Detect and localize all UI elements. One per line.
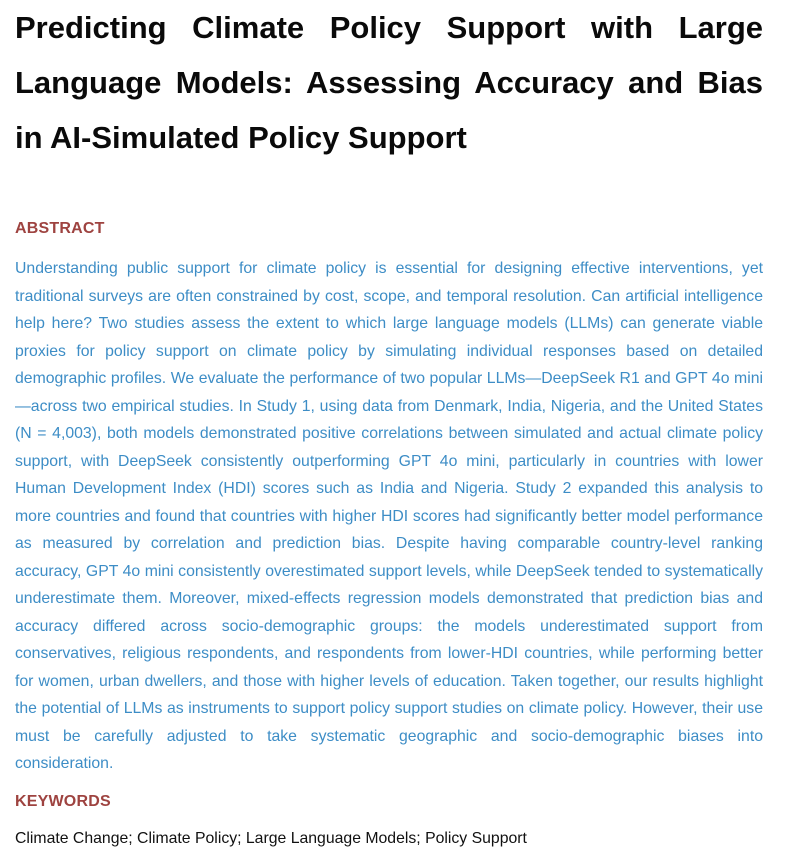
keywords-heading: KEYWORDS (15, 792, 111, 810)
abstract-heading: ABSTRACT (15, 220, 105, 237)
paper-title: Predicting Climate Policy Support with Large Language Models: Assessing Accuracy and Bias in AI-Simulated Policy Support (15, 10, 763, 155)
keywords-text: Climate Change; Climate Policy; Large Language Models; Policy Support (15, 829, 527, 847)
abstract-text: Understanding public support for climate policy is essential for designing effective interventions, yet traditional surveys are often constrained by cost, scope, and temporal resolution. Can artificial intelligence help here? Two studies assess the extent to which large language models (LLMs) can generate viable proxies for policy support on climate policy by simulating individual responses based on detailed demographic profiles. We evaluate the performance of two popular LLMs—DeepSeek R1 and GPT 4o mini—across two empirical studies. In Study 1, using data from Denmark, India, Nigeria, and the United States (N = 4,003), both models demonstrated positive correlations between simulated and actual climate policy support, with DeepSeek consistently outperforming GPT 4o mini, particularly in countries with lower Human Development Index (HDI) scores such as India and Nigeria. Study 2 expanded this analysis to more countries and found that countries with higher HDI scores had significantly better model performance as measured by correlation and prediction bias. Despite having comparable country-level ranking accuracy, GPT 4o mini consistently overestimated support levels, while DeepSeek tended to systematically underestimate them. Moreover, mixed-effects regression models demonstrated that prediction bias and accuracy differed across socio-demographic groups: the models underestimated support from conservatives, religious respondents, and respondents from lower-HDI countries, while performing better for women, urban dwellers, and those with higher levels of education. Taken together, our results highlight the potential of LLMs as instruments to support policy support studies on climate policy. However, their use must be carefully adjusted to take systematic geographic and socio-demographic biases into consideration. (15, 260, 763, 772)
